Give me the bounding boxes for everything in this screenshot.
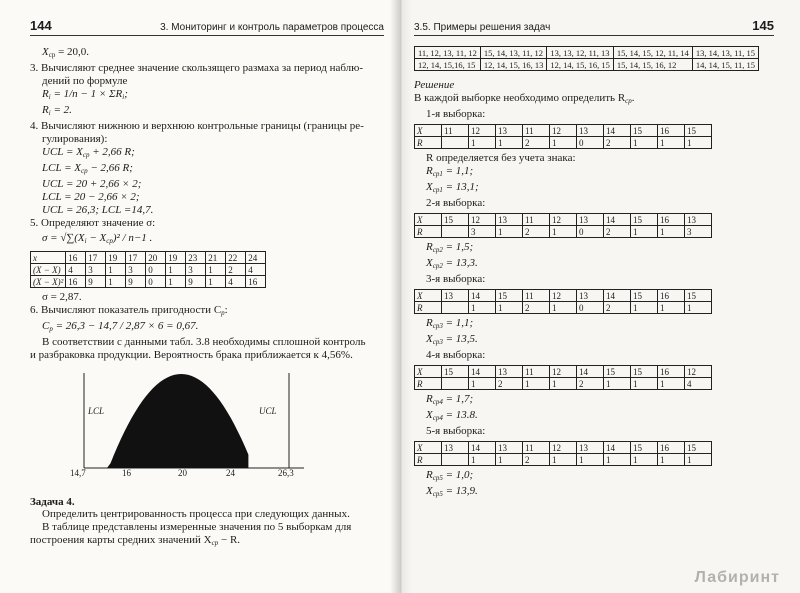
step3-line-b: дений по формуле	[42, 75, 128, 87]
sample-x-average: $X_{ср1} = 13,1$;	[426, 181, 479, 194]
sample-table-header-cell: X	[415, 214, 442, 226]
sample-table-cell: 2	[523, 137, 550, 149]
sample-table-cell: 1	[496, 302, 523, 314]
sample-note: R определяется без учета знака:	[426, 152, 576, 164]
sample-table-cell: 15	[631, 366, 658, 378]
samples-data-cell: 15, 14, 13, 11, 12	[480, 47, 547, 59]
sample-table-cell: 14	[469, 442, 496, 454]
sample-table-cell: 1	[685, 137, 712, 149]
sample-table-row-x	[415, 214, 712, 226]
sample-table-cell: 16	[658, 442, 685, 454]
sample-table-cell: 16	[658, 290, 685, 302]
sample-table-cell: 16	[658, 125, 685, 137]
sample-table	[414, 289, 712, 314]
sample-table-cell	[442, 137, 469, 149]
sample-table-cell: 13	[685, 214, 712, 226]
ucl-lcl-result: UCL = 26,3; LCL =14,7.	[42, 204, 154, 216]
deviation-table-cell: 1	[166, 264, 186, 276]
right-running-title: 3.5. Примеры решения задач	[414, 22, 551, 33]
deviation-table-cell: 0	[146, 264, 166, 276]
deviation-table-cell: 20	[146, 252, 166, 264]
left-page-number: 144	[30, 18, 52, 33]
sample-table-cell: 1	[631, 454, 658, 466]
sample-table-cell: 15	[685, 125, 712, 137]
sample-table-cell: 1	[658, 302, 685, 314]
deviation-table-cell: 9	[186, 276, 206, 288]
sample-x-average: $X_{ср3} = 13,5$.	[426, 333, 478, 346]
cp-formula: $C_p = 26,3 - 14,7 / 2,87 \times 6 = 0,67$.	[42, 320, 199, 333]
samples-data-cell: 15, 14, 15, 12, 11, 14	[613, 47, 692, 59]
task-line-c: построения карты средних значений $X_{ср} - R$.	[30, 534, 241, 547]
sample-table-cell: 1	[550, 137, 577, 149]
sample-table-cell: 12	[469, 214, 496, 226]
samples-data-cell: 13, 14, 13, 11, 15	[692, 47, 758, 59]
sample-table-cell: 11	[523, 214, 550, 226]
left-running-head	[30, 18, 384, 36]
deviation-table-row	[31, 252, 266, 264]
sample-table-cell: 2	[604, 226, 631, 238]
sample-table-cell: 12	[550, 125, 577, 137]
samples-data-cell: 12, 14, 15, 16, 13	[480, 59, 547, 71]
sample-table-cell: 12	[550, 442, 577, 454]
lcl-label: LCL	[88, 406, 105, 416]
task-line-a: Определить центрированность процесса при следующих данных.	[42, 508, 350, 520]
samples-data-row	[415, 47, 759, 59]
deviation-table-cell: 4	[246, 264, 266, 276]
tick-14-7: 14,7	[70, 468, 86, 478]
sample-table-cell: 12	[550, 366, 577, 378]
ucl-calc: UCL = 20 + 2,66 × 2;	[42, 178, 142, 190]
deviation-table-cell: 17	[126, 252, 146, 264]
sample-table-cell: 13	[496, 125, 523, 137]
samples-data-cell: 11, 12, 13, 11, 12	[415, 47, 481, 59]
sample-table-cell: 13	[496, 366, 523, 378]
sample-table-cell: 15	[496, 290, 523, 302]
distribution-curve	[107, 374, 248, 468]
solution-heading: Решение	[414, 79, 455, 91]
sample-table-cell: 2	[496, 378, 523, 390]
samples-data-cell: 12, 14, 15,16, 15	[415, 59, 481, 71]
sample-table-cell: 14	[469, 366, 496, 378]
sample-table-cell: 1	[658, 226, 685, 238]
sample-label: 3-я выборка:	[426, 273, 486, 285]
sample-table-cell: 1	[658, 454, 685, 466]
sample-table-row-r	[415, 378, 712, 390]
samples-data-cell: 12, 14, 15, 16, 15	[547, 59, 614, 71]
samples-data-cell: 15, 14, 15, 16, 12	[613, 59, 692, 71]
deviation-table-cell: 0	[146, 276, 166, 288]
deviation-table-cell: 16	[66, 252, 86, 264]
sample-table-cell: 2	[523, 454, 550, 466]
sample-table-header-cell: R	[415, 378, 442, 390]
sample-table-row-x	[415, 125, 712, 137]
deviation-table-cell: 4	[226, 276, 246, 288]
deviation-table-cell: 2	[226, 264, 246, 276]
sample-table-cell: 1	[631, 302, 658, 314]
deviation-table-cell: 1	[206, 264, 226, 276]
deviation-table-cell: 24	[246, 252, 266, 264]
sample-table-cell: 1	[631, 226, 658, 238]
deviation-table-cell: 21	[206, 252, 226, 264]
samples-data-row	[415, 59, 759, 71]
sample-label: 2-я выборка:	[426, 197, 486, 209]
sample-table	[414, 365, 712, 390]
sample-table-cell: 11	[523, 442, 550, 454]
sample-table-header-cell: R	[415, 302, 442, 314]
deviation-table-cell: 1	[206, 276, 226, 288]
step4-line-a: 4. Вычисляют нижнюю и верхнюю контрольные границы (границы ре-	[30, 120, 364, 132]
sample-table-cell: 1	[631, 137, 658, 149]
sample-r-average: $R_{ср3} = 1,1$;	[426, 317, 474, 330]
sample-table-row-x	[415, 290, 712, 302]
tick-16: 16	[122, 468, 131, 478]
sample-table-cell: 13	[442, 290, 469, 302]
samples-container	[414, 108, 774, 501]
sample-table-cell: 1	[550, 226, 577, 238]
sample-table-cell: 1	[469, 302, 496, 314]
sample-table-cell: 12	[685, 366, 712, 378]
sample-table-cell: 11	[442, 125, 469, 137]
deviation-table	[30, 251, 266, 288]
sample-table-cell: 1	[469, 137, 496, 149]
sample-table-cell: 16	[658, 214, 685, 226]
deviation-table-cell: 22	[226, 252, 246, 264]
deviation-table-cell: 9	[86, 276, 106, 288]
samples-data-cell: 14, 14, 15, 11, 15	[692, 59, 758, 71]
sample-table-row-r	[415, 454, 712, 466]
sample-table-cell: 2	[604, 137, 631, 149]
sample-table-cell: 1	[685, 454, 712, 466]
sample-table-cell: 0	[577, 302, 604, 314]
sample-table-cell: 1	[550, 378, 577, 390]
step6-line: 6. Вычисляют показатель пригодности $C_p$:	[30, 304, 228, 317]
sample-table-cell	[442, 454, 469, 466]
sample-table-row-x	[415, 442, 712, 454]
sample-table-cell: 14	[604, 290, 631, 302]
deviation-table-row	[31, 264, 266, 276]
samples-data-table	[414, 46, 759, 71]
sample-table-cell: 0	[577, 226, 604, 238]
sample-table-cell: 15	[631, 442, 658, 454]
sample-x-average: $X_{ср5} = 13,9$.	[426, 485, 478, 498]
solution-line: В каждой выборке необходимо определить $R_{ср}$.	[414, 92, 635, 105]
lcl-calc: LCL = 20 − 2,66 × 2;	[42, 191, 140, 203]
sample-table-cell: 1	[577, 454, 604, 466]
distribution-chart	[70, 368, 314, 488]
deviation-table-cell: 16	[66, 276, 86, 288]
sample-table-row-r	[415, 226, 712, 238]
sample-table-cell: 1	[469, 454, 496, 466]
deviation-table-cell: 16	[246, 276, 266, 288]
ucl-formula: UCL = $X_{ср} + 2,66$ R;	[42, 146, 135, 159]
sample-table-cell: 13	[577, 290, 604, 302]
sample-label: 1-я выборка:	[426, 108, 486, 120]
deviation-table-cell: 1	[106, 276, 126, 288]
sample-table-cell: 13	[496, 442, 523, 454]
sigma-formula: $\sigma = √\sum(X_i - X_{ср})^2 / n-1$ .	[42, 232, 153, 245]
sample-table	[414, 441, 712, 466]
paragraph-line-b: и разбраковка продукции. Вероятность брака приближается к 4,56%.	[30, 349, 353, 361]
formula-r-avg: $R_i = 1/n - 1 \times \Sigma R_i$;	[42, 88, 128, 101]
sample-table-cell: 13	[577, 442, 604, 454]
step5-line: 5. Определяют значение σ:	[30, 217, 156, 229]
sample-table-cell: 15	[604, 366, 631, 378]
deviation-table-cell: 3	[86, 264, 106, 276]
deviation-table-cell: 3	[126, 264, 146, 276]
sample-table-row-x	[415, 366, 712, 378]
deviation-table-header-cell: (X − X)²	[31, 276, 66, 288]
sample-table-cell: 14	[604, 442, 631, 454]
sample-table-cell: 2	[523, 226, 550, 238]
sample-table-header-cell: X	[415, 125, 442, 137]
sample-table-cell: 2	[577, 378, 604, 390]
sample-table-cell	[442, 302, 469, 314]
right-running-head	[414, 18, 774, 36]
sample-table-row-r	[415, 302, 712, 314]
sample-table-cell: 1	[658, 137, 685, 149]
sample-table-cell	[442, 378, 469, 390]
step4-line-b: гулирования):	[42, 133, 108, 145]
ucl-label: UCL	[259, 406, 277, 416]
deviation-table-cell: 1	[106, 264, 126, 276]
sample-table-cell: 14	[604, 214, 631, 226]
step3-line-a: 3. Вычисляют среднее значение скользящего размаха за период наблю-	[30, 62, 364, 74]
sample-table-cell: 15	[631, 290, 658, 302]
sample-label: 4-я выборка:	[426, 349, 486, 361]
sample-table-header-cell: R	[415, 226, 442, 238]
sample-table-cell: 15	[631, 125, 658, 137]
sample-table-cell: 11	[523, 290, 550, 302]
sample-table-cell: 1	[496, 137, 523, 149]
sample-table-cell: 14	[604, 125, 631, 137]
sample-table-cell: 1	[604, 378, 631, 390]
sample-table-cell: 3	[469, 226, 496, 238]
sample-table-cell: 12	[469, 125, 496, 137]
deviation-table-cell: 4	[66, 264, 86, 276]
sample-table-header-cell: X	[415, 366, 442, 378]
sample-table-cell: 15	[442, 366, 469, 378]
sample-r-average: $R_{ср1} = 1,1$;	[426, 165, 474, 178]
sample-table	[414, 213, 712, 238]
sample-table-cell: 15	[685, 290, 712, 302]
sigma-value: σ = 2,87.	[42, 291, 82, 303]
deviation-table-header-cell: (X − X)	[31, 264, 66, 276]
sample-table-cell: 4	[685, 378, 712, 390]
sample-table-row-r	[415, 137, 712, 149]
xsr-line: $X_{ср} = 20,0$.	[42, 46, 90, 59]
lcl-formula: LCL = $X_{ср} - 2,66$ R;	[42, 162, 133, 175]
deviation-table-cell: 23	[186, 252, 206, 264]
deviation-table-header-cell: x	[31, 252, 66, 264]
sample-table-cell: 11	[523, 125, 550, 137]
task-heading: Задача 4.	[30, 496, 75, 508]
sample-table-cell: 15	[442, 214, 469, 226]
sample-table-cell: 1	[658, 378, 685, 390]
sample-table-cell: 1	[550, 302, 577, 314]
sample-table-cell: 15	[631, 214, 658, 226]
sample-table-cell: 12	[550, 290, 577, 302]
sample-table-cell: 11	[523, 366, 550, 378]
left-running-title: 3. Мониторинг и контроль параметров процесса	[160, 22, 384, 33]
sample-table-cell: 13	[442, 442, 469, 454]
deviation-table-cell: 3	[186, 264, 206, 276]
sample-table-cell: 14	[577, 366, 604, 378]
deviation-table-cell: 17	[86, 252, 106, 264]
deviation-table-cell: 1	[166, 276, 186, 288]
sample-table	[414, 124, 712, 149]
sample-table-cell: 13	[577, 214, 604, 226]
right-page-number: 145	[752, 18, 774, 33]
tick-26-3: 26,3	[278, 468, 294, 478]
task-line-b: В таблице представлены измеренные значения по 5 выборкам для	[42, 521, 352, 533]
sample-table-cell: 16	[658, 366, 685, 378]
sample-table-cell: 1	[496, 226, 523, 238]
sample-x-average: $X_{ср4} = 13.8$.	[426, 409, 478, 422]
deviation-table-row	[31, 276, 266, 288]
sample-table-cell: 2	[604, 302, 631, 314]
sample-table-cell: 2	[523, 302, 550, 314]
sample-r-average: $R_{ср4} = 1,7$;	[426, 393, 474, 406]
sample-table-cell: 1	[550, 454, 577, 466]
sample-label: 5-я выборка:	[426, 425, 486, 437]
sample-table-cell: 1	[631, 378, 658, 390]
sample-x-average: $X_{ср2} = 13,3$.	[426, 257, 478, 270]
sample-r-average: $R_{ср2} = 1,5$;	[426, 241, 474, 254]
sample-table-cell: 1	[496, 454, 523, 466]
sample-r-average: $R_{ср5} = 1,0$;	[426, 469, 474, 482]
paragraph-line-a: В соответствии с данными табл. 3.8 необходимы сплошной контроль	[42, 336, 366, 348]
right-page	[400, 0, 800, 593]
sample-table-header-cell: R	[415, 137, 442, 149]
sample-table-cell: 14	[469, 290, 496, 302]
sample-table-cell: 13	[577, 125, 604, 137]
sample-table-cell: 1	[685, 302, 712, 314]
sample-table-cell: 13	[496, 214, 523, 226]
deviation-table-cell: 9	[126, 276, 146, 288]
labirint-watermark: Лабиринт	[694, 569, 780, 586]
deviation-table-cell: 19	[166, 252, 186, 264]
sample-table-header-cell: X	[415, 290, 442, 302]
sample-table-cell: 1	[469, 378, 496, 390]
sample-table-cell: 0	[577, 137, 604, 149]
sample-table-header-cell: R	[415, 454, 442, 466]
sample-table-cell: 3	[685, 226, 712, 238]
sample-table-cell: 15	[685, 442, 712, 454]
deviation-table-cell: 19	[106, 252, 126, 264]
tick-20: 20	[178, 468, 187, 478]
sample-table-cell	[442, 226, 469, 238]
samples-data-cell: 13, 13, 12, 11, 13	[547, 47, 614, 59]
tick-24: 24	[226, 468, 235, 478]
sample-table-cell: 1	[604, 454, 631, 466]
formula-r-value: $R_i = 2$.	[42, 104, 72, 117]
sample-table-cell: 1	[523, 378, 550, 390]
sample-table-cell: 12	[550, 214, 577, 226]
sample-table-header-cell: X	[415, 442, 442, 454]
